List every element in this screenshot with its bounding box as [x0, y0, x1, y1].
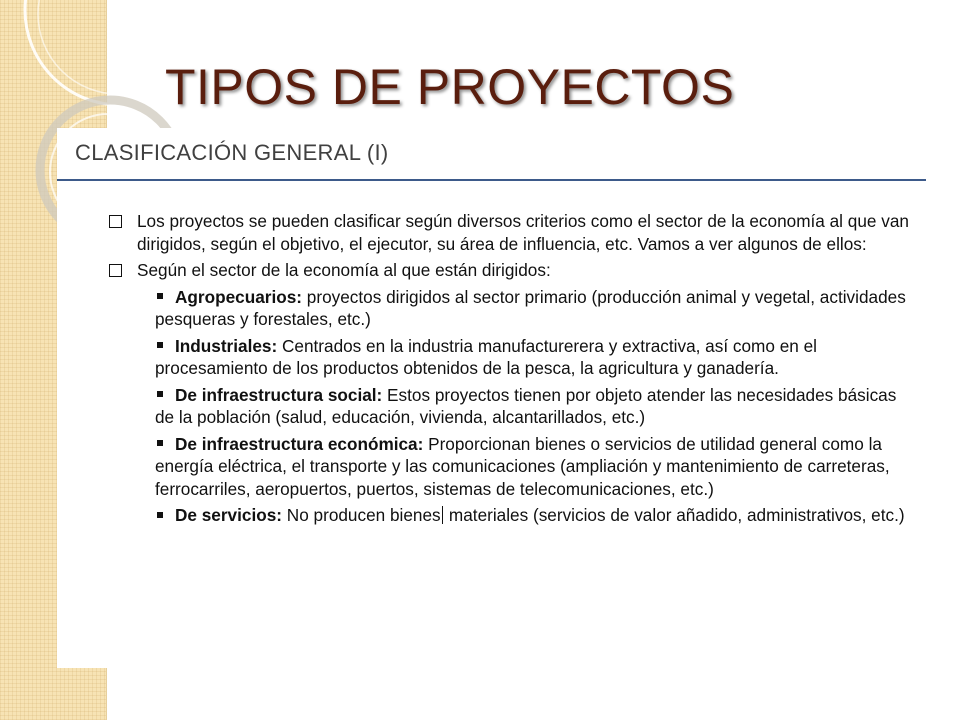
item-description: Proporcionan bienes o servicios de utilidad general como la energía eléctrica, el transporte y las comunicaciones (ampliación y mantenimiento de carreteras, ferrocarriles, aeropuertos, puertos, sistemas de telecomunicaciones, etc.): [155, 433, 890, 499]
list-item-text: Según el sector de la economía al que están dirigidos:: [137, 260, 551, 280]
item-description-continued: materiales (servicios de valor añadido, administrativos, etc.): [444, 505, 905, 525]
sub-list-item: [155, 504, 919, 527]
text-cursor: [442, 506, 444, 524]
section-subtitle: CLASIFICACIÓN GENERAL (I): [75, 140, 389, 165]
square-bullet-icon: [157, 440, 163, 446]
item-term: De infraestructura social:: [175, 384, 383, 405]
item-term: Industriales:: [175, 335, 278, 356]
square-bullet-icon: [157, 512, 163, 518]
square-bullet-icon: [157, 293, 163, 299]
square-bullet-icon: [157, 342, 163, 348]
sub-list-item: [155, 433, 919, 501]
content-panel: [57, 128, 930, 668]
slide-title: TIPOS DE PROYECTOS: [165, 59, 735, 115]
checkbox-bullet-icon: [109, 215, 122, 228]
sub-list-item: [155, 335, 919, 380]
item-description: Estos proyectos tienen por objeto atender las necesidades básicas de la población (salud, educación, vivienda, alcantarillados, etc.): [155, 384, 897, 427]
list-item: [107, 210, 919, 255]
item-term: Agropecuarios:: [175, 286, 303, 307]
list-item-text: Los proyectos se pueden clasificar según diversos criterios como el sector de la economía al que van dirigidos, según el objetivo, el ejecutor, su área de influencia, etc. Vamos a ver algunos de ellos:: [137, 211, 909, 254]
item-description: No producen bienes: [282, 505, 441, 525]
item-description: Centrados en la industria manufacturerera y extractiva, así como en el procesamiento de los productos obtenidos de la pesca, la agricultura y ganadería.: [155, 335, 817, 378]
item-term: De servicios:: [175, 505, 283, 525]
item-term: De infraestructura económica:: [175, 433, 424, 454]
sub-list-item: [155, 384, 919, 429]
divider-line: [57, 179, 926, 181]
list-item: [107, 259, 919, 282]
square-bullet-icon: [157, 391, 163, 397]
checkbox-bullet-icon: [109, 264, 122, 277]
body-text: [107, 210, 919, 531]
item-description: proyectos dirigidos al sector primario (producción animal y vegetal, actividades pesqueras y forestales, etc.): [155, 286, 906, 329]
sub-list-item: [155, 286, 919, 331]
